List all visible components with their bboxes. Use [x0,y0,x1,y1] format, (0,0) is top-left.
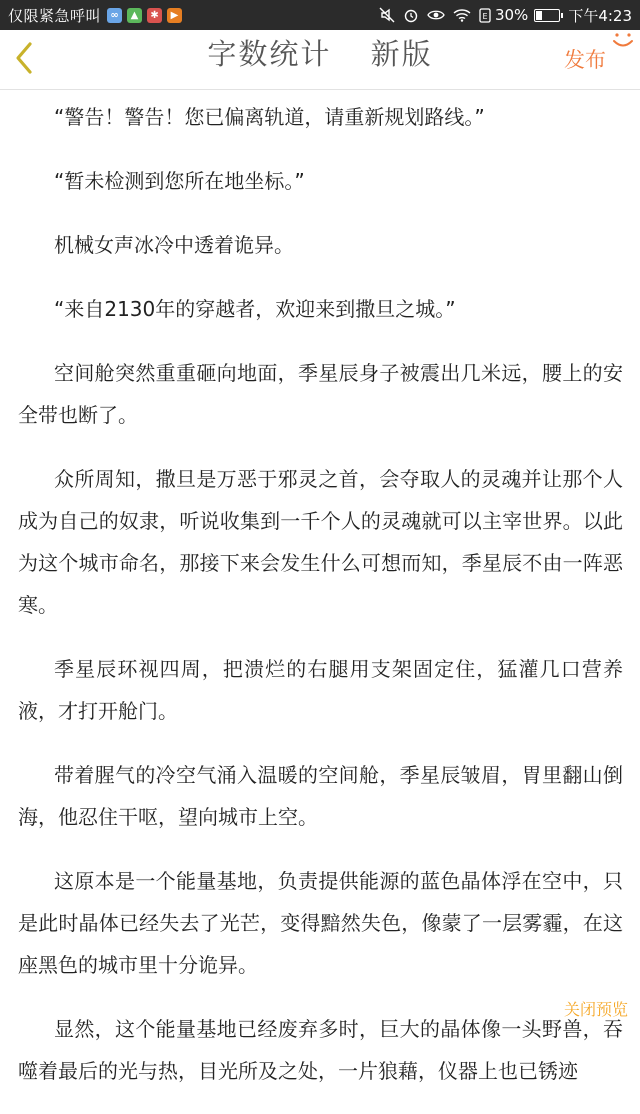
status-bar-right [371,5,632,26]
link-app-icon: ∞ [107,8,122,23]
publish-button[interactable]: 发布 [564,44,606,74]
battery-icon [534,9,560,22]
paragraph: 这原本是一个能量基地，负责提供能源的蓝色晶体浮在空中，只是此时晶体已经失去了光芒，变得黯然失色，像蒙了一层雾霾，在这座黑色的城市里十分诡异。 [18,860,623,986]
battery-fill [536,11,542,20]
status-bar-left [8,5,187,26]
smile-icon [610,30,636,52]
close-preview-button[interactable]: 关闭预览 [564,997,628,1020]
clock: 下午4:23 [568,5,632,26]
paragraph: 机械女声冰冷中透着诡异。 [18,224,623,266]
orange-app-icon: ▶ [167,8,182,23]
paragraph: 显然，这个能量基地已经废弃多时，巨大的晶体像一头野兽，吞噬着最后的光与热，目光所及之处，一片狼藉，仪器上也已锈迹 [18,1008,623,1092]
word-count-title[interactable]: 字数统计 [207,37,331,71]
android-app-icon: ▲ [127,8,142,23]
paragraph: “警告！警告！您已偏离轨道，请重新规划路线。” [18,96,623,138]
emergency-call-text: 仅限紧急呼叫 [8,5,101,26]
mute-icon [379,7,395,23]
paragraph: 带着腥气的冷空气涌入温暖的空间舱，季星辰皱眉，胃里翻山倒海，他忍住干呕，望向城市上空。 [18,754,623,838]
paragraph: 季星辰环视四周，把溃烂的右腿用支架固定住，猛灌几口营养液，才打开舱门。 [18,648,623,732]
battery-percent: 30% [495,6,528,24]
paragraph: 众所周知，撒旦是万恶于邪灵之首，会夺取人的灵魂并让那个人成为自己的奴隶，听说收集到一千个人的灵魂就可以主宰世界。以此为这个城市命名，那接下来会发生什么可想而知，季星辰不由一阵恶寒。 [18,458,623,626]
eye-icon [427,8,445,22]
status-bar [0,0,640,30]
title-bar [0,30,640,90]
paragraph: “暂未检测到您所在地坐标。” [18,160,623,202]
data-icon [479,8,491,23]
paragraph: “来自2130年的穿越者，欢迎来到撒旦之城。” [18,288,623,330]
wifi-icon [453,8,471,22]
red-app-icon: ✱ [147,8,162,23]
alarm-icon [403,7,419,23]
article-preview [18,90,623,1114]
paragraph: 空间舱突然重重砸向地面，季星辰身子被震出几米远，腰上的安全带也断了。 [18,352,623,436]
svg-text:E: E [482,12,487,21]
new-version-title[interactable]: 新版 [371,37,433,71]
page-title [0,32,640,73]
